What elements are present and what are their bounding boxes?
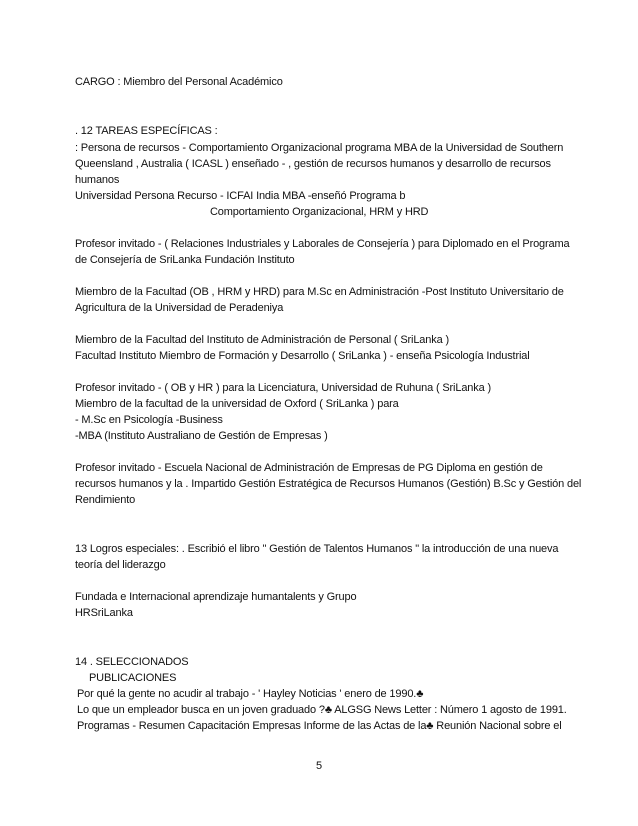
profesor-line: de Consejería de SriLanka Fundación Instituto [75,254,295,266]
publicacion-item: Por qué la gente no acudir al trabajo - ' Hayley Noticias ' enero de 1990.♣ [77,688,424,700]
facultad-line: Miembro de la Facultad (OB , HRM y HRD) para M.Sc en Administración -Post Instituto Universitario de [75,286,564,298]
tareas-line: Universidad Persona Recurso - ICFAI India MBA -enseñó Programa b [75,190,406,202]
profesor-line: Profesor invitado - Escuela Nacional de Administración de Empresas de PG Diploma en gestión de [75,462,543,474]
logros-line: 13 Logros especiales: . Escribió el libro " Gestión de Talentos Humanos " la introducción de una nueva [75,543,559,555]
fundada-line: HRSriLanka [75,607,133,619]
facultad-line: Miembro de la Facultad del Instituto de Administración de Personal ( SriLanka ) [75,334,449,346]
publicacion-item: Lo que un empleador busca en un joven graduado ?♣ ALGSG News Letter : Número 1 agosto de 1991. [77,704,567,716]
profesor-line: Miembro de la facultad de la universidad de Oxford ( SriLanka ) para [75,398,399,410]
tareas-line-indented: Comportamiento Organizacional, HRM y HRD [210,206,429,218]
seleccionados-heading: 14 . SELECCIONADOS [75,656,189,668]
logros-line: teoría del liderazgo [75,559,166,571]
profesor-line: Profesor invitado - ( OB y HR ) para la Licenciatura, Universidad de Ruhuna ( SriLanka ) [75,382,491,394]
fundada-line: Fundada e Internacional aprendizaje humantalents y Grupo [75,591,357,603]
profesor-line: recursos humanos y la . Impartido Gestión Estratégica de Recursos Humanos (Gestión) B.Sc y Gestión del [75,478,582,490]
facultad-line: Facultad Instituto Miembro de Formación y Desarrollo ( SriLanka ) - enseña Psicología Industrial [75,350,530,362]
cargo-line: CARGO : Miembro del Personal Académico [75,76,283,88]
profesor-line: Rendimiento [75,494,136,506]
profesor-line: -MBA (Instituto Australiano de Gestión de Empresas ) [75,430,328,442]
tareas-heading: . 12 TAREAS ESPECÍFICAS : [75,125,218,137]
tareas-line: humanos [75,174,120,186]
publicacion-item: Programas - Resumen Capacitación Empresas Informe de las Actas de la♣ Reunión Nacional sobre el [77,720,562,732]
facultad-line: Agricultura de la Universidad de Peradeniya [75,302,284,314]
publicaciones-subheading: PUBLICACIONES [89,672,177,684]
page-number: 5 [315,760,323,772]
profesor-line: - M.Sc en Psicología -Business [75,414,223,426]
tareas-line: Queensland , Australia ( ICASL ) enseñado - , gestión de recursos humanos y desarrollo de recursos [75,158,551,170]
tareas-line: : Persona de recursos - Comportamiento Organizacional programa MBA de la Universidad de Southern [75,142,564,154]
profesor-line: Profesor invitado - ( Relaciones Industriales y Laborales de Consejería ) para Diplomado en el Programa [75,238,570,250]
